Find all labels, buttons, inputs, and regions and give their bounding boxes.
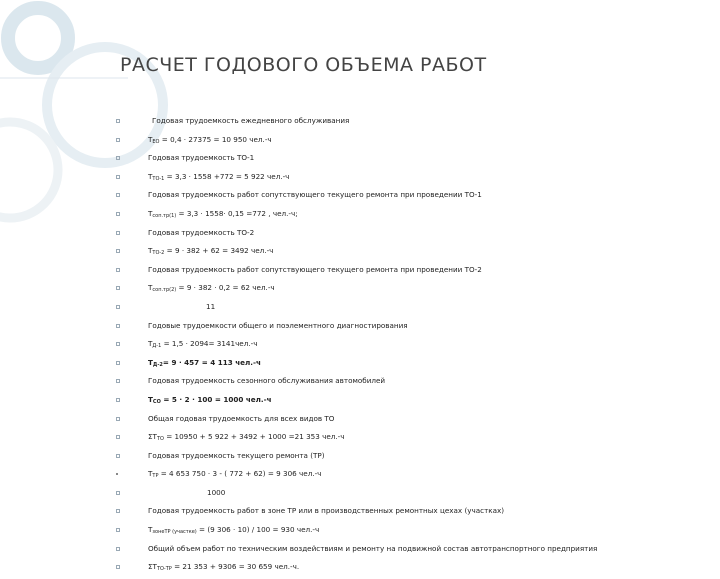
list-item: 1000 xyxy=(116,484,696,503)
list-item: 11 xyxy=(116,298,696,317)
bullet-icon xyxy=(116,509,120,513)
bullet-icon xyxy=(116,156,120,160)
list-item: $T_{ЕО} = 0,4 \cdot 27375 = 10$ 950 чел.-ч xyxy=(116,131,696,150)
bullet-icon xyxy=(116,547,120,551)
bullet-icon xyxy=(116,324,120,328)
list-item: Годовая трудоемкость сезонного обслуживания автомобилей xyxy=(116,372,696,391)
bullet-icon xyxy=(116,473,118,475)
bullet-icon xyxy=(116,268,120,272)
list-item: Годовая трудоемкость ТО-2 xyxy=(116,224,696,243)
bullet-icon xyxy=(116,361,120,365)
list-item: $T_{ТО-2} = 9 \cdot 382 + 62 = 3492$ чел.-ч xyxy=(116,242,696,261)
bullet-icon xyxy=(116,565,120,569)
list-item: $T_{соп.тр(1)} = 3,3 \cdot 1558\cdot 0,15 =772$ , чел.-ч; xyxy=(116,205,696,224)
bullet-icon xyxy=(116,398,120,402)
bullet-icon xyxy=(116,305,120,309)
calculation-list xyxy=(116,112,696,577)
bullet-icon xyxy=(116,231,120,235)
list-item: Годовая трудоемкость ежедневного обслуживания xyxy=(116,112,696,131)
bullet-icon xyxy=(116,249,120,253)
list-item: $T_{зонеТР (участке)} = (9$ 306 · 10) / 100 = 930 чел.-ч xyxy=(116,521,696,540)
bullet-icon xyxy=(116,417,120,421)
bullet-icon xyxy=(116,193,120,197)
list-item: Годовая трудоемкость работ сопутствующего текущего ремонта при проведении ТО-1 xyxy=(116,186,696,205)
list-item: $T_{Д-1} = 1,5 \cdot 2094= 3141чел.-ч$ xyxy=(116,335,696,354)
list-item: $T_{соп.тр(2)} = 9 \cdot 382 \cdot 0,2 = 62$ чел.-ч xyxy=(116,279,696,298)
list-item: Общая годовая трудоемкость для всех видов ТО xyxy=(116,410,696,429)
list-item: $T_{ТО-1} = 3,3 \cdot 1558 +772 = 5$ 922 чел.-ч xyxy=(116,168,696,187)
list-item: Годовая трудоемкость работ сопутствующего текущего ремонта при проведении ТО-2 xyxy=(116,261,696,280)
bullet-icon xyxy=(116,454,120,458)
bullet-icon xyxy=(116,342,120,346)
list-item: $T_{ТР} = 4$ 653 750 · 3 - ( 772 + 62) = 9 306 чел.-ч xyxy=(116,465,696,484)
list-item: Годовая трудоемкость текущего ремонта (ТР) xyxy=(116,447,696,466)
bullet-icon xyxy=(116,528,120,532)
list-item: Годовая трудоемкость работ в зоне ТР или в производственных ремонтных цехах (участках) xyxy=(116,502,696,521)
bullet-icon xyxy=(116,138,120,142)
bullet-icon xyxy=(116,175,120,179)
list-item: $T_{Д-2}= 9 \cdot 457 = 4$ 113 чел.-ч xyxy=(116,354,696,373)
bullet-icon xyxy=(116,491,120,495)
bullet-icon xyxy=(116,119,120,123)
bullet-icon xyxy=(116,286,120,290)
list-item: Годовая трудоемкость ТО-1 xyxy=(116,149,696,168)
list-item: Общий объем работ по техническим воздействиям и ремонту на подвижной состав автотранспортного предприятия xyxy=(116,540,696,559)
slide-title: РАСЧЕТ ГОДОВОГО ОБЪЕМА РАБОТ xyxy=(120,54,487,76)
bullet-icon xyxy=(116,435,120,439)
list-item: $T_{СО} = 5 \cdot 2 \cdot 100 = 1000$ чел.-ч xyxy=(116,391,696,410)
bullet-icon xyxy=(116,212,120,216)
list-item: Годовые трудоемкости общего и поэлементного диагностирования xyxy=(116,317,696,336)
bullet-icon xyxy=(116,379,120,383)
list-item: $\Sigma T_{ТО-ТР} = 21$ 353 + 9306 = 30 659 чел.-ч. xyxy=(116,558,696,577)
list-item: $\Sigma T_{ТО} = 10950 + 5$ 922 + 3492 + 1000 =21 353 чел.-ч xyxy=(116,428,696,447)
